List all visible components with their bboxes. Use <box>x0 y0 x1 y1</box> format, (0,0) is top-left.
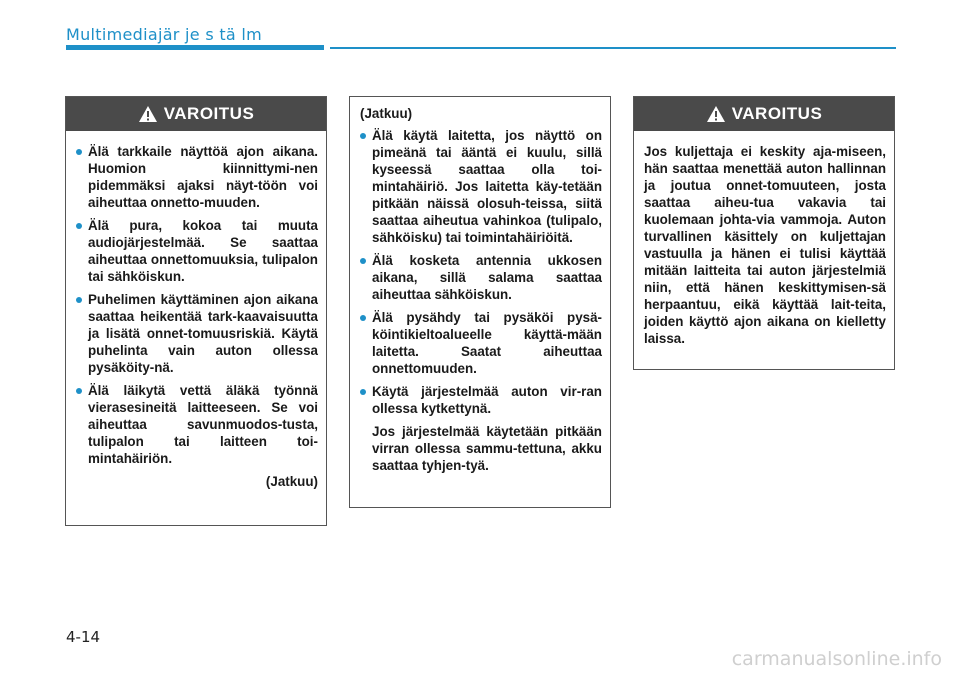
note-paragraph: Jos järjestelmää käytetään pitkään virran ollessa sammu-tettuna, akku saattaa tyhjen-tyä. <box>372 424 602 473</box>
list-item: Älä tarkkaile näyttöä ajon aikana. Huomion kiinnittymi-nen pidemmäksi ajaksi näyt-töön voi aiheuttaa onnetto-muuden. <box>76 143 318 211</box>
list-item: Älä pura, kokoa tai muuta audiojärjestelmää. Se saattaa aiheuttaa onnettomuuksia, tulipalon tai sähköiskun. <box>76 217 318 285</box>
page-number: 4-14 <box>66 628 101 646</box>
list-item: Älä käytä laitetta, jos näyttö on pimeänä tai ääntä ei kuulu, sillä kyseessä saattaa olla toi-mintahäiriö. Jos laitetta käy-tetään pitkään näissä olosuh-teissa, siitä saattaa aiheutua vahinkoa (tulipalo, sähköisku) tai toimintahäiriöitä. <box>360 127 602 246</box>
warning-box-left <box>65 96 327 526</box>
warning-triangle-icon <box>706 105 726 123</box>
warning-heading-label: VAROITUS <box>163 104 255 123</box>
list-item: Puhelimen käyttäminen ajon aikana saattaa heikentää tark-kaavaisuutta ja lisätä onnet-tomuusriskiä. Käytä puhelinta vain auton ollessa pysäköity-nä. <box>76 291 318 376</box>
warning-text: Jos kuljettaja ei keskity aja-miseen, hän saattaa menettää auton hallinnan ja joutua onnet-tomuuteen, josta saattaa aiheu-tua vakavia tai kuolemaan johta-via vammoja. Auton turvallinen käsittely on kuljettajan vastuulla ja hänen ei tulisi käyttää mitään laitteita tai auton järjestelmiä niin, että hänen keskittymisen-sä herpaantuu, eikä käyttää lait-teita, joiden käyttö ajon aikana on kielletty laissa. <box>644 144 886 346</box>
warning-heading-label: VAROITUS <box>731 104 823 123</box>
warning-heading <box>634 97 894 131</box>
list-item: Älä pysähdy tai pysäköi pysä-köintikieltoalueelle käyttä-mään laitetta. Saatat aiheuttaa onnettomuuden. <box>360 309 602 377</box>
list-item: Älä läikytä vettä äläkä työnnä vierasesineitä laitteeseen. Se voi aiheuttaa savunmuodos-tusta, tulipalon tai laitteen toi-mintahäiriön. <box>76 382 318 467</box>
warning-heading <box>66 97 326 131</box>
section-title: Multimediajär je s tä lm <box>66 25 263 44</box>
list-item: Älä kosketa antennia ukkosen aikana, sillä salama saattaa aiheuttaa sähköiskun. <box>360 252 602 303</box>
warning-box-continued <box>349 96 611 508</box>
watermark: carmanualsonline.info <box>731 648 942 670</box>
header-rule-thin <box>330 47 896 49</box>
continued-label: (Jatkuu) <box>360 106 413 121</box>
warning-box-right <box>633 96 895 370</box>
list-item: Käytä järjestelmää auton vir-ran ollessa kytkettynä. <box>360 383 602 417</box>
continued-label: (Jatkuu) <box>265 474 318 489</box>
header-rule-thick <box>66 45 324 50</box>
warning-triangle-icon <box>138 105 158 123</box>
